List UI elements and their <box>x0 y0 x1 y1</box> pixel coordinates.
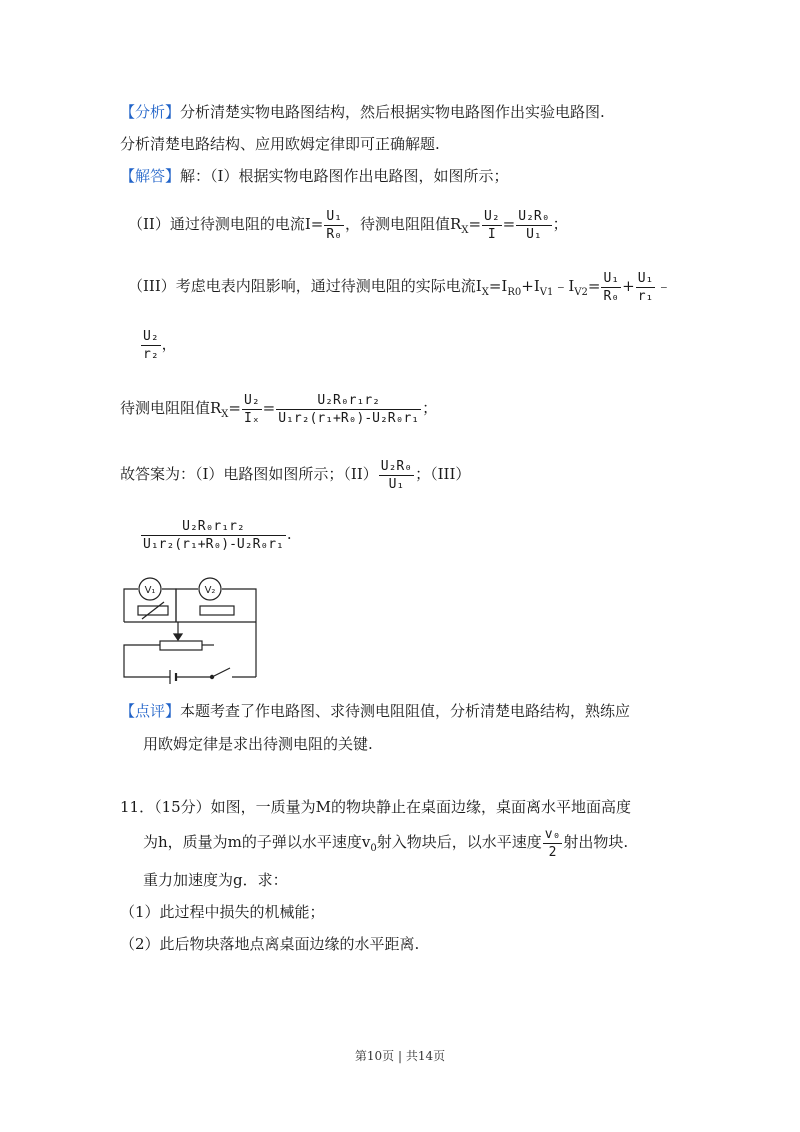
frac-num: U₂ <box>143 328 159 344</box>
left-wire <box>124 645 164 677</box>
frac-den: Iₓ <box>244 410 260 426</box>
problem-number: 11． <box>120 798 155 816</box>
sub-x: X <box>221 409 229 420</box>
sub-x: X <box>461 225 469 236</box>
voltmeter-1-label: V₁ <box>144 585 156 596</box>
comment-line-2: 用欧姆定律是求出待测电阻的关键. <box>143 735 373 753</box>
frac-den: U₁ <box>388 476 405 492</box>
answer-text-b: ；（III） <box>415 465 471 483</box>
comment-text-1: 本题考查了作电路图、求待测电阻阻值，分析清楚电路结构，熟练应 <box>180 702 631 720</box>
frac-den: r₂ <box>143 346 159 362</box>
sub-r0: R0 <box>507 287 522 298</box>
question-1: （1）此过程中损失的机械能； <box>120 903 325 921</box>
plus-sign: + <box>622 277 635 295</box>
fraction-rx-full <box>141 518 286 553</box>
frac-den: U₁r₂(r₁+R₀)-U₂R₀r₁ <box>143 536 284 552</box>
fraction-u2-i <box>482 208 502 243</box>
solution-intro: 解：（I）根据实物电路图作出电路图，如图所示； <box>180 167 509 185</box>
solution-tag: 【解答】 <box>120 167 181 185</box>
equals: = <box>502 215 516 233</box>
analysis-text-1: 分析清楚实物电路图结构，然后根据实物电路图作出实验电路图. <box>180 103 605 121</box>
solution-part-3-cont <box>140 322 177 366</box>
part3-text-c: +I <box>521 277 540 295</box>
fraction-rx-full <box>276 392 421 427</box>
fixed-resistor <box>200 606 234 615</box>
frac-num: U₂ <box>484 208 500 224</box>
frac-num: U₂R₀ <box>380 458 413 474</box>
sub-0: 0 <box>370 843 377 854</box>
frac-num: U₂R₀ <box>518 208 550 224</box>
frac-num: U₂R₀r₁r₂ <box>276 392 421 410</box>
fraction-u1-r0 <box>324 208 344 243</box>
slider-arrow <box>174 634 182 640</box>
frac-den: 2 <box>548 844 557 860</box>
frac-den: r₁ <box>637 288 654 304</box>
analysis-tag: 【分析】 <box>120 103 181 121</box>
frac-num: U₁ <box>637 270 654 286</box>
solution-part-3 <box>128 264 671 315</box>
solution-part-2 <box>128 202 568 253</box>
part3-text-a: （III）考虑电表内阻影响，通过待测电阻的实际电流I <box>128 277 482 295</box>
part3-end: ， <box>161 335 177 353</box>
problem-text-2c: 射出物块. <box>563 833 629 851</box>
equals: = <box>262 399 276 417</box>
fraction-u1-r0 <box>601 270 621 305</box>
frac-den: R₀ <box>603 288 620 304</box>
frac-num: U₁ <box>326 208 343 224</box>
voltmeter-2-label: V₂ <box>204 585 216 596</box>
frac-den: U₁r₂(r₁+R₀)-U₂R₀r₁ <box>278 410 420 426</box>
fraction-u1-r1 <box>636 270 656 305</box>
part2-end: ； <box>552 215 568 233</box>
analysis-line-1 <box>120 102 605 122</box>
sub-v1: V1 <box>539 287 554 298</box>
frac-den: U₁ <box>526 226 542 242</box>
fraction-u2-r2 <box>141 328 161 363</box>
frac-den: I <box>487 226 496 242</box>
frac-num: U₂ <box>244 392 260 408</box>
frac-den: R₀ <box>326 226 343 242</box>
equals: = <box>228 399 241 417</box>
answer-line <box>120 452 470 496</box>
comment-line-1 <box>120 701 630 721</box>
switch-lever <box>212 668 230 677</box>
comment-tag: 【点评】 <box>120 702 181 720</box>
problem-11-line-2 <box>143 820 628 871</box>
equals: = <box>587 277 601 295</box>
equals: = <box>468 215 482 233</box>
solution-rx <box>120 386 437 437</box>
problem-11-line-3: 重力加速度为g．求： <box>143 871 288 889</box>
frac-num: U₁ <box>603 270 620 286</box>
answer-line-2 <box>140 512 292 556</box>
rx-end: ； <box>422 399 438 417</box>
problem-11-line-1 <box>120 797 631 817</box>
sub-x: X <box>481 287 489 298</box>
answer-end: . <box>286 525 292 543</box>
problem-text-1: （15分）如图，一质量为M的物块静止在桌面边缘，桌面离水平地面高度 <box>154 798 632 816</box>
part3-text-b: =I <box>488 277 508 295</box>
fraction-u2r0-u1 <box>379 458 414 493</box>
circuit-diagram <box>118 574 268 686</box>
rx-text: 待测电阻阻值R <box>120 399 222 417</box>
fraction-u2-ix <box>242 392 262 427</box>
part3-text-e: ﹣ <box>656 277 672 295</box>
part2-text-b: ，待测电阻阻值R <box>345 215 462 233</box>
sub-v2: V2 <box>574 287 588 298</box>
analysis-line-2: 分析清楚电路结构、应用欧姆定律即可正确解题. <box>120 135 440 153</box>
answer-text-a: 故答案为：（I）电路图如图所示；（II） <box>120 465 378 483</box>
problem-text-2a: 为h，质量为m的子弹以水平速度v <box>143 833 371 851</box>
part3-text-d: ﹣I <box>553 277 575 295</box>
problem-text-2b: 射入物块后，以水平速度 <box>376 833 542 851</box>
frac-num: U₂R₀r₁r₂ <box>141 518 286 536</box>
slide-rheostat <box>160 641 202 650</box>
part2-text-a: （II）通过待测电阻的电流I= <box>128 215 324 233</box>
frac-num: v₀ <box>544 826 561 842</box>
page-footer: 第10页 | 共14页 <box>354 1049 446 1063</box>
fraction-v0-2 <box>543 826 563 861</box>
solution-line-1 <box>120 166 508 186</box>
question-2: （2）此后物块落地点离桌面边缘的水平距离. <box>120 935 420 953</box>
fraction-u2r0-u1 <box>516 208 551 243</box>
